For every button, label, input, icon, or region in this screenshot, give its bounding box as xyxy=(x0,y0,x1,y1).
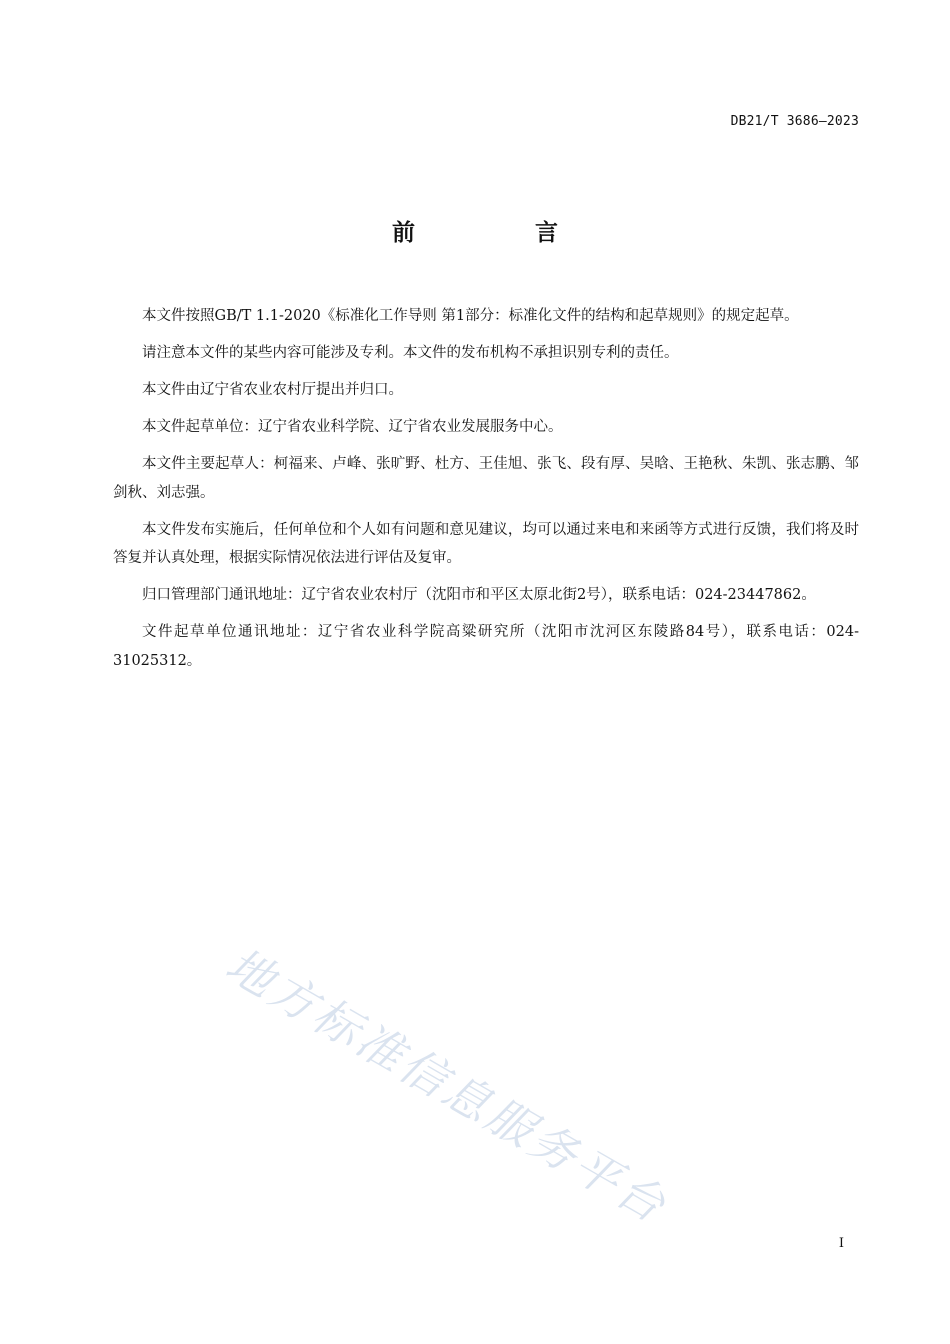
page-number: I xyxy=(838,1236,844,1251)
paragraph-admin-address: 归口管理部门通讯地址：辽宁省农业农村厅（沈阳市和平区太原北街2号），联系电话：024-23447862。 xyxy=(142,587,816,603)
paragraph-drafting-rules: 本文件按照GB/T 1.1-2020《标准化工作导则 第1部分：标准化文件的结构和起草规则》的规定起草。 xyxy=(142,308,799,324)
paragraph-drafter-address: 文件起草单位通讯地址：辽宁省农业科学院高粱研究所（沈阳市沈河区东陵路84号），联系电话：024-31025312。 xyxy=(113,624,859,669)
page-title: 前 言 xyxy=(391,220,614,246)
watermark: 地方标准信息服务平台 xyxy=(217,937,678,1234)
paragraph-drafters: 本文件主要起草人：柯福来、卢峰、张旷野、杜方、王佳旭、张飞、段有厚、吴晗、王艳秋、朱凯、张志鹏、邹剑秋、刘志强。 xyxy=(113,456,859,501)
paragraph-proposer: 本文件由辽宁省农业农村厅提出并归口。 xyxy=(142,382,403,398)
document-code: DB21/T 3686—2023 xyxy=(730,114,859,129)
paragraph-patent-notice: 请注意本文件的某些内容可能涉及专利。本文件的发布机构不承担识别专利的责任。 xyxy=(142,345,679,361)
paragraph-drafting-units: 本文件起草单位：辽宁省农业科学院、辽宁省农业发展服务中心。 xyxy=(142,419,563,435)
foreword-body xyxy=(113,302,859,684)
paragraph-feedback: 本文件发布实施后，任何单位和个人如有问题和意见建议，均可以通过来电和来函等方式进行反馈，我们将及时答复并认真处理，根据实际情况依法进行评估及复审。 xyxy=(113,521,859,566)
